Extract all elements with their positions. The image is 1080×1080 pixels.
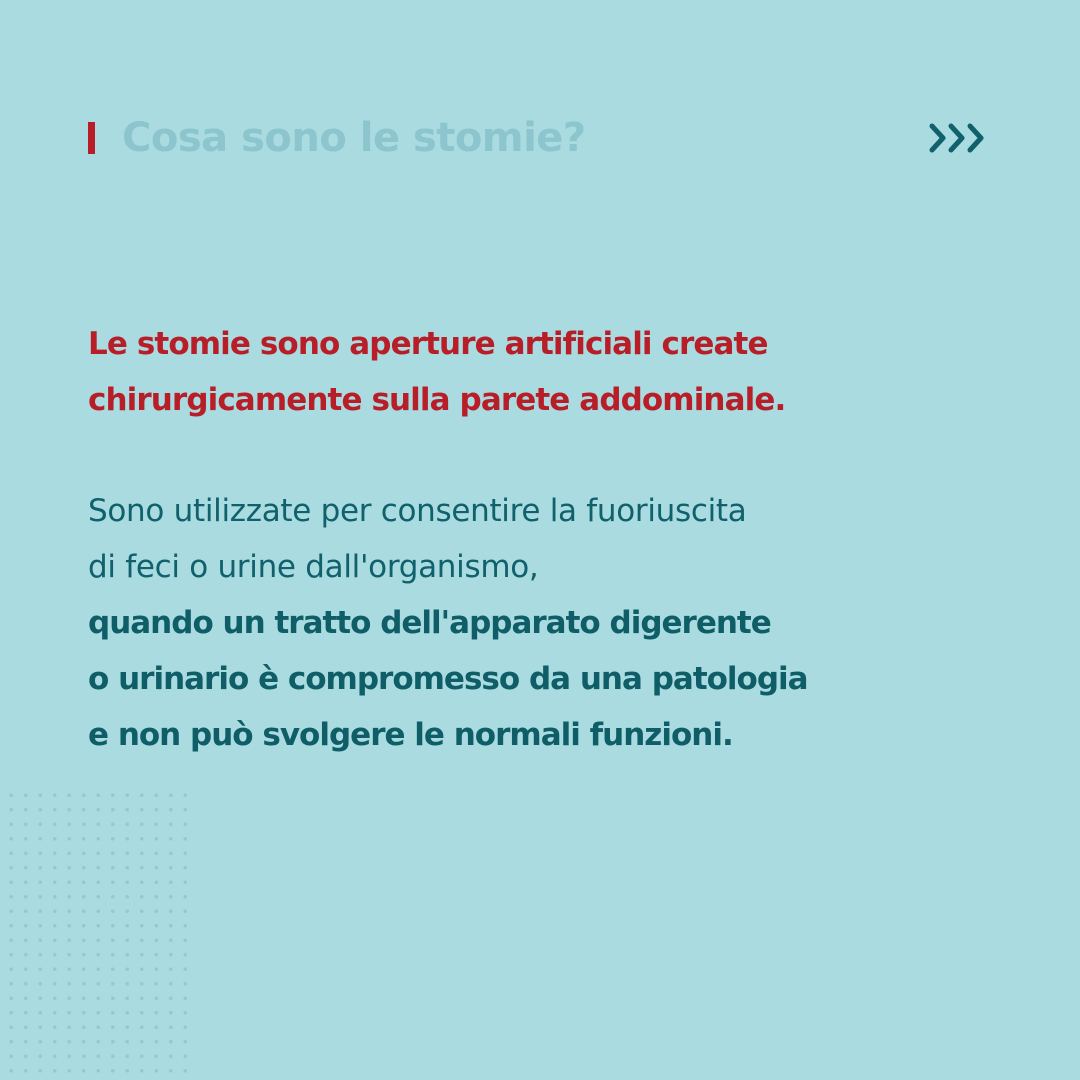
lead-line: Le stomie sono aperture artificiali create (88, 326, 768, 362)
body-line-bold: quando un tratto dell'apparato digerente (88, 605, 771, 641)
slide-header (88, 110, 992, 170)
body-line-bold: o urinario è compromesso da una patologia (88, 661, 808, 697)
decorative-dot-grid (0, 786, 196, 1080)
body-line: Sono utilizzate per consentire la fuoriuscita (88, 493, 747, 529)
lead-statement (88, 316, 1008, 428)
section-title: Cosa sono le stomie? (122, 115, 586, 161)
body-line: di feci o urine dall'organismo, (88, 549, 539, 585)
body-paragraph (88, 483, 1028, 763)
triple-chevron-right-icon[interactable] (926, 116, 992, 160)
lead-line: chirurgicamente sulla parete addominale. (88, 382, 786, 418)
accent-bar (88, 122, 95, 154)
body-line-bold: e non può svolgere le normali funzioni. (88, 717, 733, 753)
